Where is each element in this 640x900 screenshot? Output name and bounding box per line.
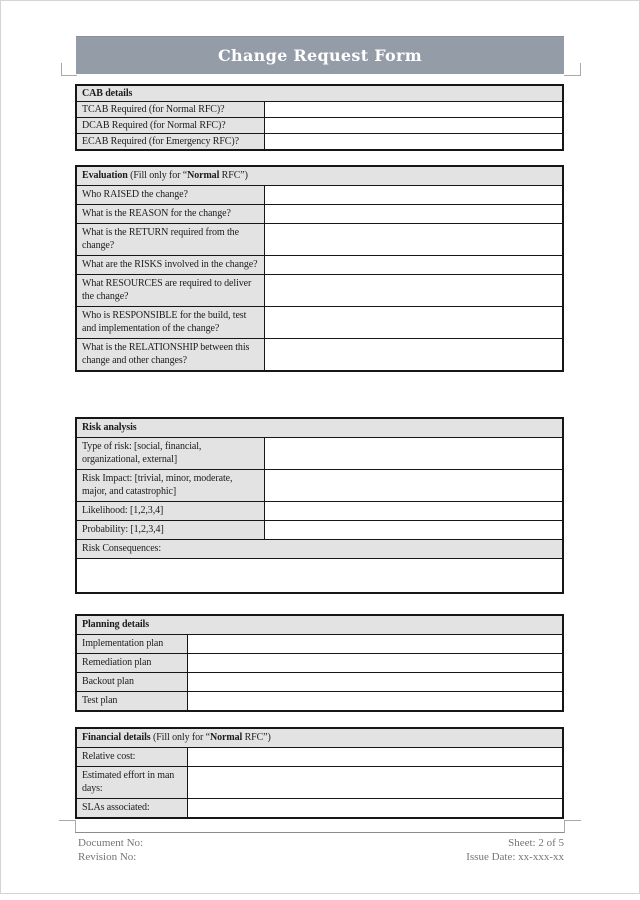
field-label: Estimated effort in man days: [77,767,188,798]
evaluation-table [75,165,564,372]
field-value-cell[interactable] [265,205,562,223]
document-title: Change Request Form [218,46,422,65]
table-row [77,673,562,692]
field-label: SLAs associated: [77,799,188,817]
section-note: RFC”) [242,732,271,743]
field-label: What is the RETURN required from the change? [77,224,265,255]
section-header-cab [77,86,562,102]
document-title-bar [76,36,564,74]
field-value-cell[interactable] [265,502,562,520]
cab-details-table [75,84,564,151]
footer-boundary-mark-right [564,820,581,833]
field-label: Backout plan [77,673,188,691]
section-note: RFC”) [219,170,248,181]
table-row [77,256,562,275]
field-label: Relative cost: [77,748,188,766]
field-value-cell[interactable] [265,102,562,117]
field-value-cell[interactable] [188,692,562,710]
field-value-cell[interactable] [265,307,562,338]
table-row [77,438,562,470]
header-boundary-mark-left [61,63,77,76]
section-note: (Fill only for “ [150,732,210,743]
planning-details-table [75,614,564,712]
field-value-cell[interactable] [265,275,562,306]
table-row [77,339,562,370]
field-label: DCAB Required (for Normal RFC)? [77,118,265,133]
table-row [77,502,562,521]
field-value-cell[interactable] [188,767,562,798]
field-label: Remediation plan [77,654,188,672]
section-header-financial [77,729,562,748]
field-label: Risk Impact: [trivial, minor, moderate, major, and catastrophic] [77,470,265,501]
table-row [77,205,562,224]
field-value-cell[interactable] [265,339,562,370]
table-row [77,654,562,673]
section-title: CAB details [82,88,133,99]
header-boundary-mark-right [564,63,581,76]
table-row [77,635,562,654]
section-note-bold: Normal [210,732,243,743]
table-row [77,275,562,307]
field-label: What are the RISKS involved in the change? [77,256,265,274]
table-row [77,767,562,799]
table-row [77,748,562,767]
field-label: TCAB Required (for Normal RFC)? [77,102,265,117]
field-label: ECAB Required (for Emergency RFC)? [77,134,265,149]
section-header-planning [77,616,562,635]
field-value-cell[interactable] [188,635,562,653]
field-value-cell[interactable] [265,186,562,204]
field-label: What is the REASON for the change? [77,205,265,223]
financial-details-table [75,727,564,819]
field-value-cell[interactable] [188,654,562,672]
section-header-evaluation [77,167,562,186]
field-label: Probability: [1,2,3,4] [77,521,265,539]
footer-left-block [78,836,143,864]
table-row [77,186,562,205]
table-row [77,224,562,256]
section-note: (Fill only for “ [127,170,188,181]
section-title: Risk analysis [82,422,137,433]
risk-consequences-value-cell[interactable] [77,559,562,592]
field-label: Who RAISED the change? [77,186,265,204]
field-value-cell[interactable] [188,673,562,691]
section-title: Evaluation [82,170,128,181]
table-row [77,102,562,118]
field-label: Likelihood: [1,2,3,4] [77,502,265,520]
field-value-cell[interactable] [265,224,562,255]
risk-consequences-label: Risk Consequences: [77,540,562,559]
field-label: What RESOURCES are required to deliver the change? [77,275,265,306]
field-value-cell[interactable] [188,799,562,817]
issue-date: Issue Date: xx-xxx-xx [466,851,564,863]
field-label: Who is RESPONSIBLE for the build, test and implementation of the change? [77,307,265,338]
table-row [77,118,562,134]
table-row [77,307,562,339]
table-row [77,692,562,710]
field-value-cell[interactable] [265,256,562,274]
sheet-number: Sheet: 2 of 5 [508,837,564,849]
footer-divider [75,832,564,833]
risk-analysis-table [75,417,564,594]
field-value-cell[interactable] [265,521,562,539]
field-value-cell[interactable] [265,134,562,149]
table-row [77,470,562,502]
field-label: Test plan [77,692,188,710]
table-row [77,134,562,149]
revision-no-label: Revision No: [78,851,137,863]
document-no-label: Document No: [78,837,144,849]
table-row [77,799,562,817]
table-row [77,521,562,540]
field-value-cell[interactable] [188,748,562,766]
field-value-cell[interactable] [265,470,562,501]
footer-boundary-mark-left [59,820,76,833]
section-title: Planning details [82,619,150,630]
field-label: Implementation plan [77,635,188,653]
field-label: Type of risk: [social, financial, organizational, external] [77,438,265,469]
footer-right-block [264,836,564,864]
field-label: What is the RELATIONSHIP between this change and other changes? [77,339,265,370]
section-note-bold: Normal [187,170,220,181]
field-value-cell[interactable] [265,438,562,469]
section-title: Financial details [82,732,151,743]
section-header-risk [77,419,562,438]
field-value-cell[interactable] [265,118,562,133]
